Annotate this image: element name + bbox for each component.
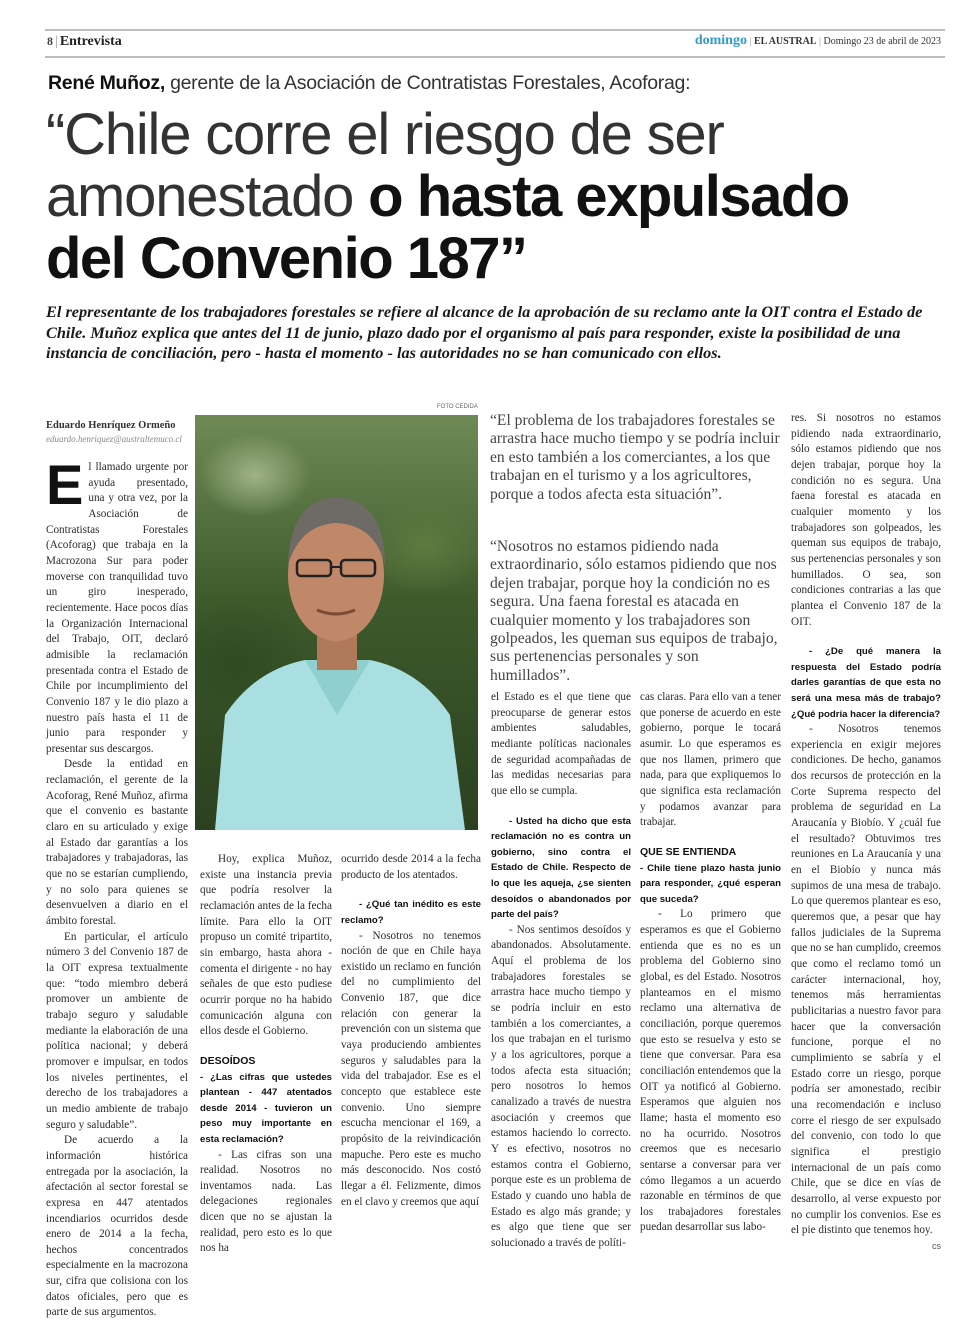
subheading: QUE SE ENTIENDA (640, 845, 737, 858)
paragraph: - Las cifras son una realidad. Nosotros no inventamos nada. Las delegaciones regionales dicen que no se ajustan la realidad, pero esto es lo que nos ha (200, 1148, 332, 1255)
byline-email: eduardo.henriquez@australtemuco.cl (46, 434, 182, 444)
paragraph: ocurrido desde 2014 a la fecha producto de los atentados. (341, 853, 481, 881)
headline-line-1: “Chile corre el riesgo de ser (46, 102, 724, 167)
interview-question: - ¿De qué manera la respuesta del Estado podría darles garantías de que esta no será una mesa más de trabajo? ¿Qué podría hacer la diferencia? (791, 646, 941, 720)
page-header-masthead: domingo | EL AUSTRAL | Domingo 23 de abril de 2023 (694, 33, 941, 48)
interviewee-photo (195, 415, 478, 830)
interview-question: - ¿Las cifras que ustedes plantean - 447 atentados desde 2014 - tuvieron un peso muy importante en esta reclamación? (200, 1071, 332, 1145)
pull-quote-1: “El problema de los trabajadores forestales se arrastra hace mucho tiempo y se podría incluir en esto también a los comerciantes, a los que trabajan en el turismo y a los agricultores, porque a todos afecta esta situación”. (490, 412, 780, 503)
header-bottom-rule (45, 56, 945, 58)
column-3 (341, 852, 481, 1210)
newspaper-name: EL AUSTRAL (753, 36, 817, 47)
paragraph: res. Si nosotros no estamos pidiendo nada extraordinario, sólo estamos pidiendo que nos dejen trabajar, porque hoy la condición no es segura. Una faena forestal es atacada en cualquier momento y los trabajadores son golpeados, les queman sus equipos de trabajo, sus pertenencias personales y son humillados. O sea, son condiciones contrarias a las que plantea el Convenio 187 de la OIT. (791, 412, 941, 628)
end-mark: cs (932, 1240, 941, 1251)
paragraph: De acuerdo a la información histórica entregada por la asociación, la afectación al sector forestal se expresa en 447 atentados incendiarios ocurridos desde enero de 2014 a la fecha, hechos concentrados especialmente en la macrozona sur, cifra que colisiona con los datos oficiales, pero que es parte de sus argumentos. (46, 1134, 188, 1319)
subheading: DESOÍDOS (200, 1054, 256, 1067)
paragraph: l llamado urgente por ayuda presentado, una y otra vez, por la Asociación de Contratistas Forestales (Acoforag) que trabaja en la Macrozona Sur para poder moverse con tranquilidad tuvo un giro inesperado, recientemente. Hace pocos días la Organización Internacional del Trabajo, OIT, declaró admisible la reclamación presentada contra el Estado de Chile por incumplimiento del Convenio 187 y le dio plazo a nuestro país hasta el 11 de junio para responder y presentar sus descargos. (46, 461, 188, 755)
paragraph: Hoy, explica Muñoz, existe una instancia previa que podría resolver la reclamación antes de la fecha límite. Para ello la OIT propuso un comité tripartito, sin embargo, hasta ahora - comenta el dirigente - no hay señales de que esto pudiese ocurrir porque no ha habido comunicación alguna con ellos desde el Gobierno. (200, 853, 332, 1038)
paragraph: - Nos sentimos desoídos y abandonados. Absolutamente. Aquí el problema de los trabajadores forestales se arrastra hace mucho tiempo y se podría incluir en esto también a los comerciantes, a los que trabajan en el turismo y a los agricultores, porque a todos afecta esta situación; pero nosotros lo hemos canalizado a través de nuestra asociación y creemos que estamos haciendo lo correcto. Y es efectivo, nosotros no estamos contra el Gobierno, porque este es un problema de Estado y cuando uno habla de Estado es algo más grande; y es algo que tiene que ser solucionado a través de políti- (491, 923, 631, 1249)
deck-line (48, 72, 690, 95)
paragraph: En particular, el artículo número 3 del Convenio 187 de la OIT expresa textualmente que: “todo miembro deberá promover un ambiente de trabajo seguro y saludable mediante la elaboración de una política nacional; y deberá promover e impulsar, en todos los niveles pertinentes, el derecho de los trabajadores a un medio ambiente de trabajo seguro y saludable”. (46, 930, 188, 1131)
column-4 (491, 690, 631, 1252)
column-6 (791, 411, 941, 1254)
paragraph: el Estado es el que tiene que preocuparse de generar estos ambientes saludables, mediante políticas nacionales de seguridad acompañadas de las medidas necesarias para que ello se cumpla. (491, 691, 631, 797)
interviewee-name: René Muñoz, (48, 72, 165, 94)
headline-line-3: del Convenio 187” (46, 226, 527, 291)
column-1 (46, 453, 188, 1321)
headline-line-2-bold: o hasta expulsado (368, 164, 849, 229)
interview-question: - Usted ha dicho que esta reclamación no es contra un gobierno, sino contra el Estado de Chile. Respecto de lo que les aqueja, ¿se sienten desoídos o abandonados por parte del país? (491, 815, 631, 921)
paragraph: Desde la entidad en reclamación, el gerente de la Acoforag, René Muñoz, afirma que el convenio es bastante claro en su articulado y exige al Estado dar garantías a los trabajadores y trabajadoras, las que no se estarían cumpliendo, y no solo para quienes se desenvuelven a diario en el ámbito forestal. (46, 758, 188, 928)
header-top-rule (45, 29, 945, 31)
byline-author: Eduardo Henríquez Ormeño (46, 420, 176, 431)
brand-logo: domingo (694, 33, 747, 48)
portrait-illustration (195, 415, 478, 830)
photo-credit: FOTO CEDIDA (437, 404, 478, 410)
paragraph: cas claras. Para ello van a tener que ponerse de acuerdo en este gobierno, porque le tocará asumir. Lo que esperamos es que nos llamen, primero que nada, para que expliquemos lo que significa esta reclamación y podamos avanzar para trabajar. (640, 691, 781, 829)
paragraph: - Lo primero que esperamos es que el Gobierno entienda que es no es un problema del Gobierno sino global, es del Estado. Nosotros planteamos en el mismo reclamo una alternativa de conciliación, porque queremos que esto se resuelva y esto se tiene que conversar. Para esa conciliación entendemos que la OIT ya notificó al Gobierno. Esperamos que alguien nos llame; hasta el momento eso no ha ocurrido. Nosotros creemos que es necesario sentarse a conversar para ver cómo llegamos a un acuerdo razonable en términos de que los trabajadores forestales puedan desarrollar sus labo- (640, 908, 781, 1234)
column-2 (200, 852, 332, 1257)
headline (46, 104, 849, 290)
pull-quote-2: “Nosotros no estamos pidiendo nada extraordinario, sólo estamos pidiendo que nos dejen trabajar, porque hoy la condición no es segura. Una faena forestal es atacada en cualquier momento y los trabajadores son golpeados, les queman sus equipos de trabajo, sus pertenencias personales y son humillados”. (490, 538, 778, 684)
column-5 (640, 690, 781, 1236)
issue-date: Domingo 23 de abril de 2023 (823, 36, 941, 47)
drop-cap: E (46, 453, 84, 516)
paragraph: - Nosotros no tenemos noción de que en Chile haya existido un reclamo en función del no cumplimiento del Convenio 187, que dice relación con generar la prevención con un sistema que vaya produciendo ambientes seguros y saludables para la vida del trabajador. Ese es el concepto que establece este convenio. Uno siempre escucha mencionar el 169, a propósito de la reivindicación mapuche. Pero este es mucho más desconocido. Nos costó llegar a él. Felizmente, dimos en el clavo y creemos que aquí (341, 929, 481, 1208)
page-header-section: 8 | Entrevista (47, 34, 122, 49)
lede: El representante de los trabajadores forestales se refiere al alcance de la aprobación de su reclamo ante la OIT contra el Estado de Chile. Muñoz explica que antes del 11 de junio, plazo dado por el organismo al país para responder, existe la posibilidad de una instancia de conciliación, pero - hasta el momento - las autoridades no se han comunicado con ellos. (46, 302, 923, 362)
interview-question: - ¿Qué tan inédito es este reclamo? (341, 899, 481, 926)
interview-question: - Chile tiene plazo hasta junio para responder, ¿qué esperan que suceda? (640, 862, 781, 905)
paragraph: - Nosotros tenemos experiencia en exigir mejores condiciones. De hecho, ganamos dos recursos de protección en la Corte Suprema respecto del problema de seguridad en La Araucanía y Biobío. Y ¿cuál fue el resultado? Obtuvimos tres reuniones en La Araucanía y una en el Biobío y nunca más supimos de una mesa de trabajo. Lo que queremos plantear es eso, queremos que, a pesar que hay fallos judiciales de la Suprema que no se han cumplido, creemos que como el reclamo tomó un carácter internacional, hoy, tenemos más herramientas publicitarias a nuestro favor para hacer que la conversación funcione, porque el no cumplimiento se sabría y el Estado corre un riesgo, porque podría ser amonestado, recibir una recomendación e incluso corre el riesgo de ser expulsado del convenio, con todo lo que significa el prestigio internacional de un país como Chile, que se dice en vías de desarrollo, al verse expuesto por no cumplir los convenios. Ese es el pie distinto que tenemos hoy. (791, 723, 941, 1237)
headline-line-2-light: amonestado (46, 164, 369, 229)
section-name: Entrevista (59, 34, 122, 49)
interviewee-role: gerente de la Asociación de Contratistas Forestales, Acoforag: (164, 72, 691, 94)
page-number: 8 (47, 34, 53, 48)
